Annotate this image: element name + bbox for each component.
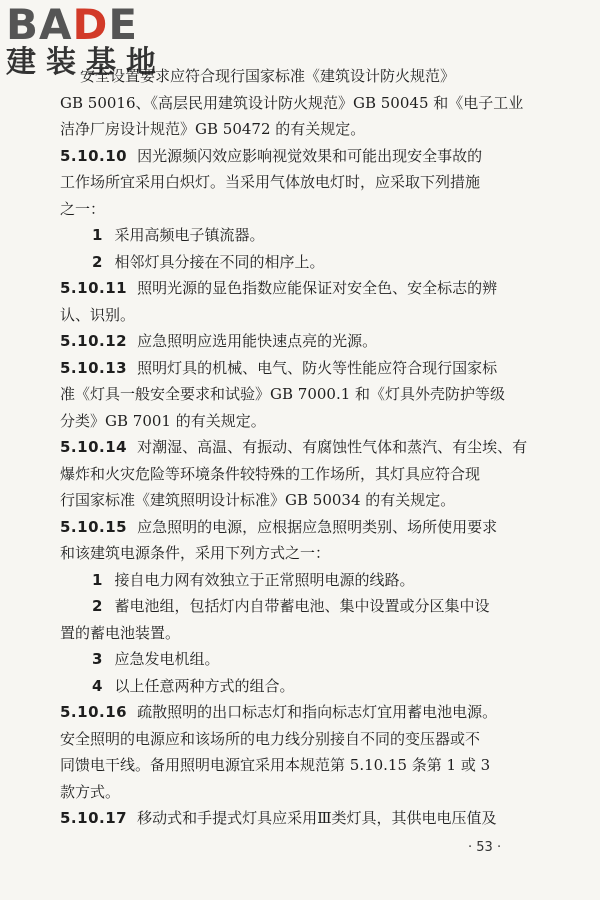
text-line: 认、识别。: [60, 305, 136, 324]
text-line: 之一：: [60, 199, 106, 218]
clause-5-10-16: 5.10.16 疏散照明的出口标志灯和指向标志灯宜用蓄电池电源。: [60, 703, 498, 721]
text-line: 爆炸和火灾危险等环境条件较特殊的工作场所，其灯具应符合现: [60, 464, 481, 483]
text-line: GB 50016、《高层民用建筑设计防火规范》GB 50045 和《电子工业: [60, 93, 524, 112]
clause-5-10-10: 5.10.10 因光源频闪效应影响视觉效果和可能出现安全事故的: [60, 146, 483, 165]
text-line: 准《灯具一般安全要求和试验》GB 7000.1 和《灯具外壳防护等级: [60, 385, 506, 403]
text-line: 款方式。: [60, 782, 121, 801]
list-item: 2 相邻灯具分接在不同的相序上。: [92, 252, 325, 271]
page-number: · 53 ·: [468, 840, 502, 855]
text-line: 分类》GB 7001 的有关规定。: [60, 411, 266, 430]
text-line: 洁净厂房设计规范》GB 50472 的有关规定。: [60, 120, 366, 138]
clause-5-10-13: 5.10.13 照明灯具的机械、电气、防火等性能应符合现行国家标: [60, 358, 498, 377]
text-line: 行国家标准《建筑照明设计标准》GB 50034 的有关规定。: [60, 491, 456, 509]
text-line: 安全设置要求应符合现行国家标准《建筑设计防火规范》: [80, 67, 456, 85]
document-body: [60, 63, 570, 832]
list-item: 1 采用高频电子镇流器。: [92, 226, 265, 244]
text-line: 工作场所宜采用白炽灯。当采用气体放电灯时，应采取下列措施: [60, 173, 481, 191]
clause-5-10-12: 5.10.12 应急照明应选用能快速点亮的光源。: [60, 332, 378, 350]
text-line: 同馈电干线。备用照明电源宜采用本规范第 5.10.15 条第 1 或 3: [60, 756, 491, 774]
clause-5-10-15: 5.10.15 应急照明的电源，应根据应急照明类别、场所使用要求: [60, 517, 498, 536]
list-item: 3 应急发电机组。: [92, 650, 220, 668]
list-item: 4 以上任意两种方式的组合。: [92, 676, 295, 695]
text-line: 和该建筑电源条件，采用下列方式之一：: [60, 544, 331, 562]
list-item: 2 蓄电池组，包括灯内自带蓄电池、集中设置或分区集中设: [92, 597, 490, 615]
text-line: 置的蓄电池装置。: [60, 623, 181, 642]
list-item: 1 接自电力网有效独立于正常照明电源的线路。: [92, 570, 415, 589]
clause-5-10-11: 5.10.11 照明光源的显色指数应能保证对安全色、安全标志的辨: [60, 279, 498, 297]
watermark-brand: BADE: [6, 0, 139, 49]
clause-5-10-17: 5.10.17 移动式和手提式灯具应采用Ⅲ类灯具，其供电电压值及: [60, 809, 497, 827]
clause-5-10-14: 5.10.14 对潮湿、高温、有振动、有腐蚀性气体和蒸汽、有尘埃、有: [60, 438, 528, 456]
watermark-cn: 建装基地: [6, 45, 166, 80]
text-line: 安全照明的电源应和该场所的电力线分别接自不同的变压器或不: [60, 729, 481, 748]
